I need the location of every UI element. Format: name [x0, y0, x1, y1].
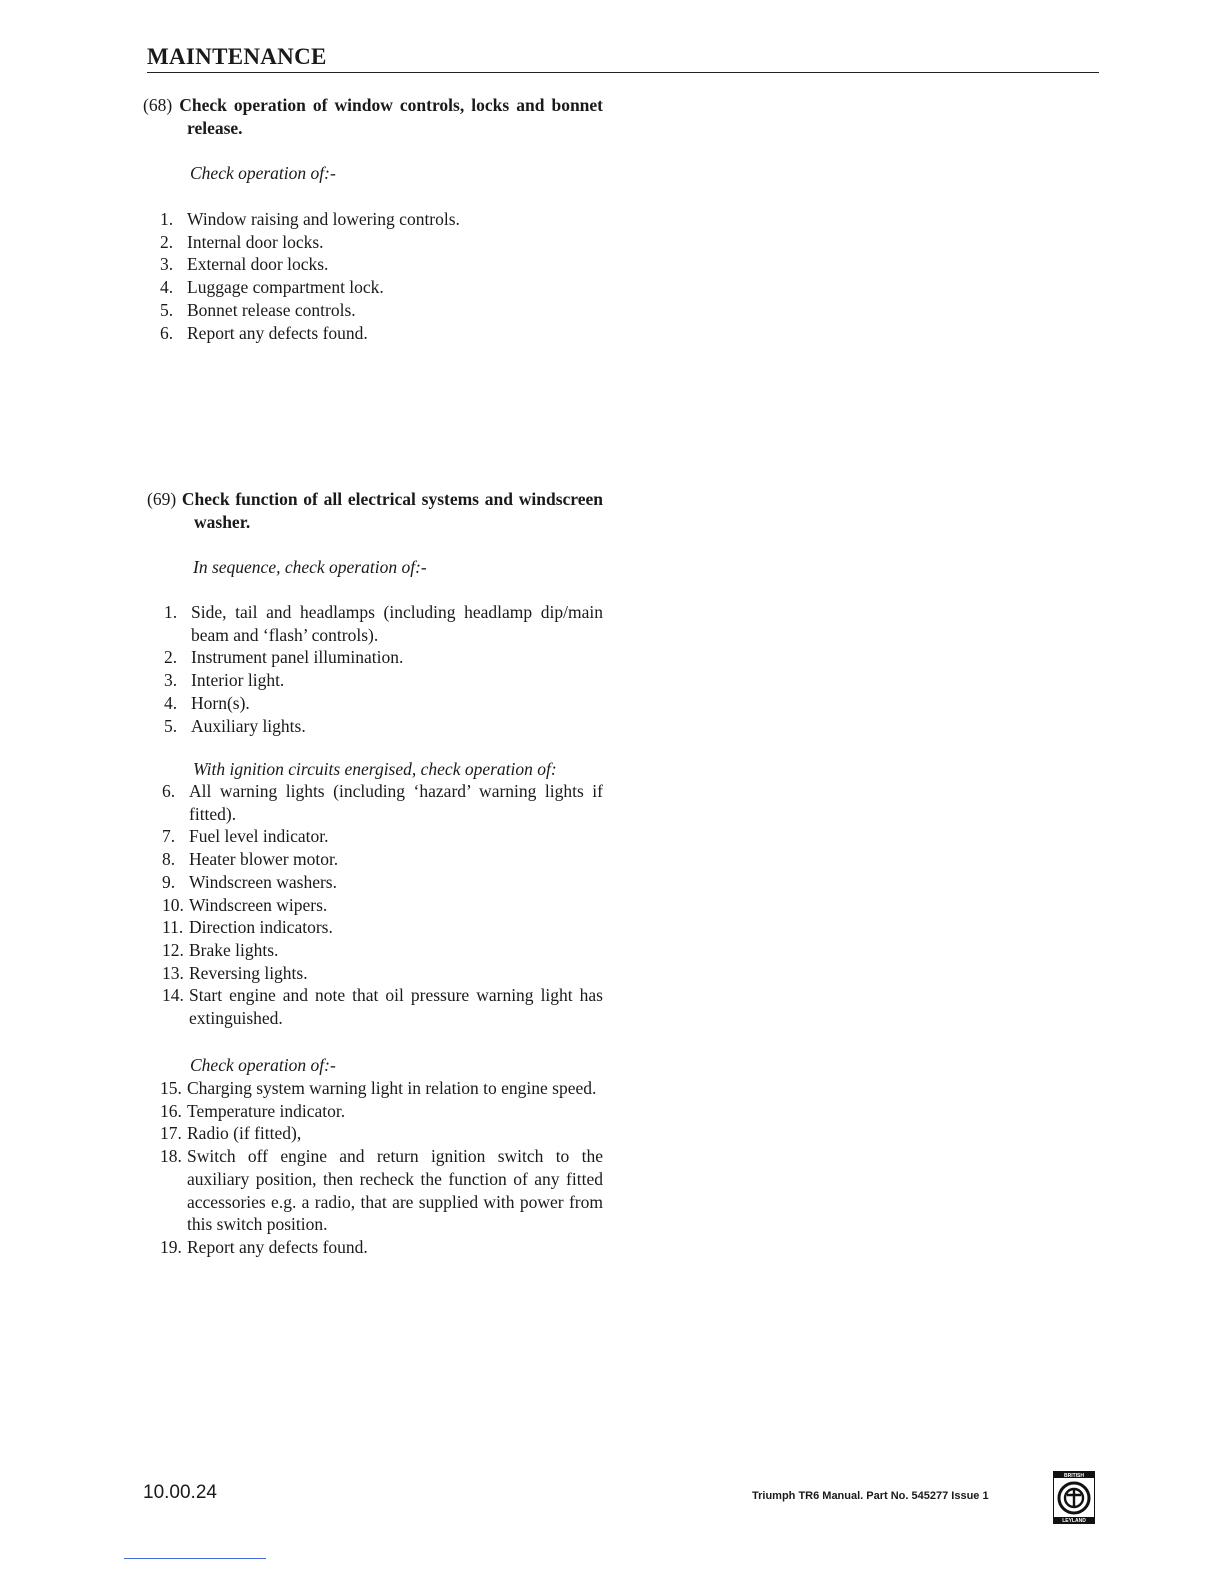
- list-item-number: 12.: [162, 939, 184, 960]
- list-item-number: 9.: [162, 871, 176, 892]
- logo-top-text: BRITISH: [1064, 1473, 1084, 1479]
- list-item: [143, 299, 605, 322]
- list-item-text: Switch off engine and return ignition switch to the auxiliary position, then recheck the function of any fitted accessories e.g. a radio, that are supplied with power from this switch position.: [187, 1146, 603, 1235]
- list-item-text: Report any defects found.: [187, 322, 368, 343]
- list-item-text: Reversing lights.: [189, 962, 308, 983]
- list-item: [145, 780, 603, 825]
- list-item-text: Heater blower motor.: [189, 849, 339, 870]
- list-item-text: Luggage compartment lock.: [187, 277, 384, 298]
- list-item-text: Report any defects found.: [187, 1236, 368, 1257]
- list-item: [143, 1077, 603, 1100]
- list-item: [143, 253, 605, 276]
- list-item-text: All warning lights (including ‘hazard’ warning lights if fitted).: [189, 781, 603, 824]
- list-item-text: Interior light.: [191, 670, 285, 691]
- section-69-list-3: [143, 1077, 603, 1259]
- list-item: [145, 939, 603, 962]
- header-divider: [147, 72, 1099, 73]
- logo-bottom-text: LEYLAND: [1062, 1518, 1086, 1524]
- list-item-number: 1.: [164, 602, 178, 622]
- list-item-text: Side, tail and headlamps (including headlamp dip/main beam and ‘flash’ controls).: [191, 602, 603, 645]
- list-item: [143, 1100, 603, 1123]
- section-68-intro: Check operation of:-: [190, 163, 336, 183]
- list-item-text: Brake lights.: [189, 939, 279, 960]
- list-item-number: 7.: [162, 826, 176, 847]
- list-item: [143, 322, 605, 345]
- footer-link-rule: [124, 1558, 266, 1559]
- list-item-text: Direction indicators.: [189, 917, 333, 938]
- list-item-text: Horn(s).: [191, 692, 250, 713]
- list-item: [147, 646, 603, 669]
- list-item-number: 8.: [162, 849, 176, 870]
- list-item: [145, 871, 603, 894]
- list-item-text: Radio (if fitted),: [187, 1123, 302, 1144]
- list-item-number: 5.: [164, 715, 178, 736]
- section-69-heading: [147, 488, 603, 534]
- list-item: [143, 1236, 603, 1259]
- list-item: [143, 1145, 603, 1236]
- list-item-text: Bonnet release controls.: [187, 299, 356, 320]
- section-69-intro-1: In sequence, check operation of:-: [193, 557, 427, 577]
- list-item-text: Instrument panel illumination.: [191, 647, 404, 668]
- section-68-heading: [143, 94, 603, 140]
- manual-reference: Triumph TR6 Manual. Part No. 545277 Issue 1: [752, 1490, 989, 1502]
- list-item-text: Windscreen wipers.: [189, 894, 328, 915]
- list-item-text: External door locks.: [187, 254, 329, 275]
- section-68-title: Check operation of window controls, locks and bonnet release.: [179, 95, 604, 138]
- section-68-list: [143, 208, 605, 344]
- list-item-number: 5.: [160, 299, 174, 320]
- list-item-text: Auxiliary lights.: [191, 715, 306, 736]
- list-item-text: Temperature indicator.: [187, 1100, 346, 1121]
- page-number: 10.00.24: [143, 1482, 217, 1503]
- list-item-text: Charging system warning light in relation to engine speed.: [187, 1078, 597, 1098]
- list-item: [147, 715, 603, 738]
- list-item-number: 14.: [162, 985, 184, 1006]
- list-item-number: 6.: [160, 322, 174, 343]
- list-item-number: 2.: [164, 647, 178, 668]
- list-item: [145, 894, 603, 917]
- list-item: [147, 601, 603, 646]
- list-item: [143, 1122, 603, 1145]
- list-item-number: 19.: [160, 1236, 182, 1257]
- section-69-list-2: [145, 780, 603, 1030]
- section-69-intro-2: With ignition circuits energised, check operation of:: [193, 759, 557, 779]
- list-item-number: 17.: [160, 1123, 182, 1144]
- section-69-list-1: [147, 601, 603, 737]
- list-item-number: 15.: [160, 1078, 182, 1098]
- section-68-number: (68): [143, 95, 173, 115]
- list-item: [147, 692, 603, 715]
- list-item-number: 4.: [164, 692, 178, 713]
- list-item: [145, 984, 603, 1029]
- list-item-text: Fuel level indicator.: [189, 826, 329, 847]
- list-item-number: 3.: [164, 670, 178, 691]
- list-item: [145, 916, 603, 939]
- list-item-text: Windscreen washers.: [189, 871, 337, 892]
- list-item: [145, 825, 603, 848]
- list-item-number: 1.: [160, 209, 174, 229]
- list-item-number: 4.: [160, 277, 174, 298]
- section-69-title: Check function of all electrical systems and windscreen washer.: [181, 489, 603, 532]
- list-item-number: 18.: [160, 1146, 182, 1167]
- list-item-text: Start engine and note that oil pressure warning light has extinguished.: [189, 985, 603, 1029]
- list-item-number: 6.: [162, 781, 176, 801]
- list-item: [143, 276, 605, 299]
- list-item-text: Window raising and lowering controls.: [187, 209, 460, 229]
- list-item-number: 13.: [162, 962, 184, 983]
- list-item-text: Internal door locks.: [187, 231, 324, 252]
- list-item-number: 2.: [160, 231, 174, 252]
- list-item: [143, 208, 605, 231]
- list-item: [145, 848, 603, 871]
- list-item: [147, 669, 603, 692]
- list-item-number: 16.: [160, 1100, 182, 1121]
- list-item: [143, 231, 605, 254]
- british-leyland-logo: [1053, 1471, 1095, 1524]
- list-item-number: 10.: [162, 894, 184, 915]
- section-69-intro-3: Check operation of:-: [190, 1055, 336, 1075]
- list-item-number: 3.: [160, 254, 174, 275]
- list-item-number: 11.: [162, 917, 184, 938]
- page-title: MAINTENANCE: [147, 44, 327, 69]
- section-69-number: (69): [147, 489, 177, 509]
- list-item: [145, 962, 603, 985]
